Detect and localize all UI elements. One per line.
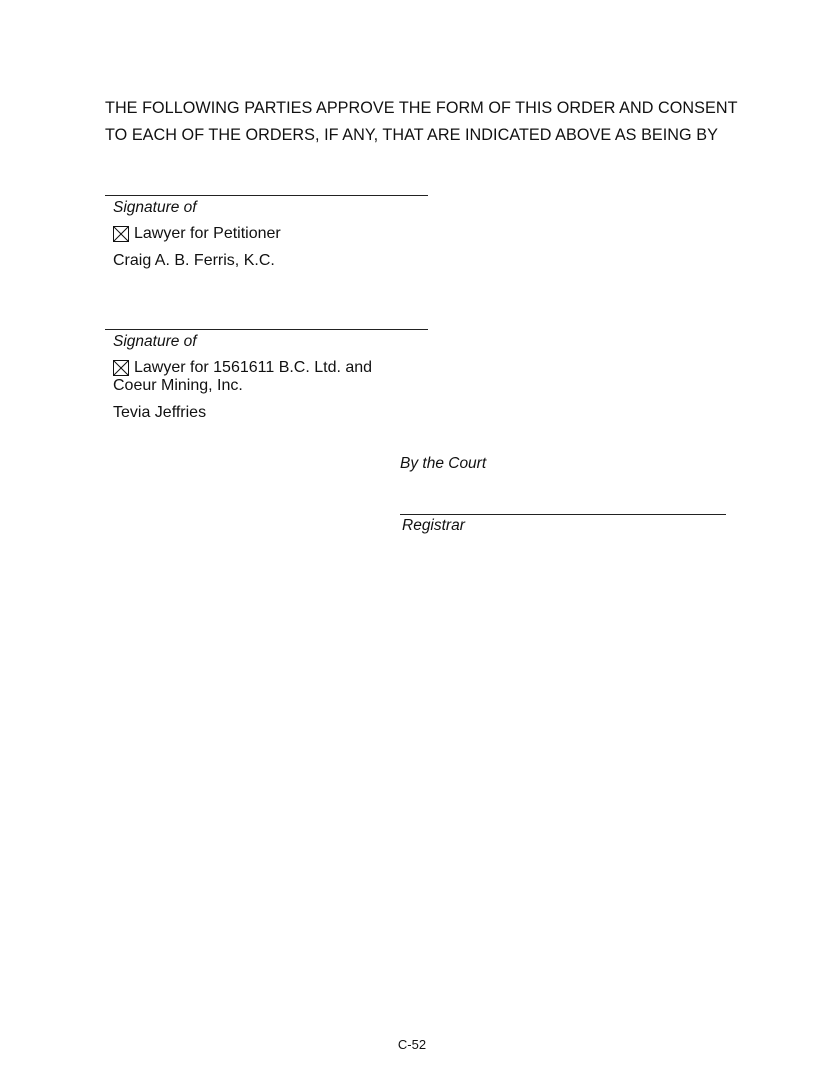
lawyer-name: Tevia Jeffries [113, 404, 207, 421]
consent-heading [105, 95, 745, 149]
signature-block-respondent [105, 329, 435, 422]
lawyer-role-row [113, 225, 433, 243]
court-signature-block [400, 455, 730, 535]
consent-heading-line-2: TO EACH OF THE ORDERS, IF ANY, THAT ARE INDICATED ABOVE AS BEING BY [105, 126, 718, 144]
lawyer-role-row [113, 359, 433, 395]
lawyer-role-label: Lawyer for Petitioner [134, 225, 281, 242]
lawyer-name: Craig A. B. Ferris, K.C. [113, 252, 275, 269]
lawyer-role-label: Lawyer for 1561611 B.C. Ltd. and Coeur Mining, Inc. [113, 359, 373, 394]
signature-caption: Signature of [113, 333, 197, 350]
checked-box-icon [113, 226, 129, 242]
page-number: C-52 [397, 1037, 427, 1052]
signature-block-petitioner [105, 195, 435, 270]
signature-caption: Signature of [113, 199, 197, 216]
signature-line [105, 195, 428, 196]
consent-heading-line-1: THE FOLLOWING PARTIES APPROVE THE FORM OF THIS ORDER AND CONSENT [105, 99, 738, 117]
signature-line [105, 329, 428, 330]
by-the-court-label: By the Court [400, 455, 487, 472]
registrar-label: Registrar [402, 517, 465, 534]
registrar-signature-line [400, 514, 726, 515]
